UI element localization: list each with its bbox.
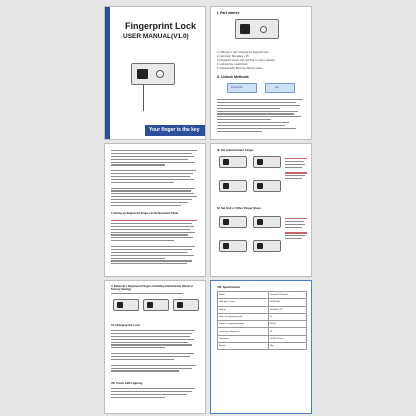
section-title-reset: V. Delete ALL Registered Fingers Including Administrator (Reset to Factory Setting) bbox=[111, 285, 194, 291]
section-title-other-finger: IV. Set End or Other Finger Steps bbox=[217, 206, 261, 210]
part-label-3: 3. Fingerprint sensor: Put your finger in here to identify. bbox=[217, 59, 276, 62]
reset-step-3-device bbox=[173, 299, 199, 311]
fingerprint-sensor-icon bbox=[137, 69, 148, 79]
user-step-1-device bbox=[219, 216, 247, 228]
user-step-2-device bbox=[253, 216, 281, 228]
manual-page-reset bbox=[104, 280, 206, 414]
locking-hole-icon bbox=[156, 70, 164, 78]
section-title-part-names: I. Part names bbox=[217, 11, 240, 15]
manual-page-spec bbox=[210, 280, 312, 414]
manual-page-cover bbox=[104, 6, 206, 140]
part-label-5: 5. Indicated light: Show the different status. bbox=[217, 67, 263, 70]
table-row: USB type-C input 5V/500mA bbox=[218, 299, 307, 306]
admin-step-3-device bbox=[219, 180, 247, 192]
table-row: State of unregistering finger 6s/10s bbox=[218, 321, 307, 328]
reset-step-2-device bbox=[143, 299, 169, 311]
manual-page-admin bbox=[210, 143, 312, 277]
fingerprint-sensor-icon bbox=[240, 24, 250, 34]
section-title-charging: VI. Charging the Lock bbox=[111, 323, 140, 327]
table-row: Capacity of fingerprint 20 bbox=[218, 328, 307, 335]
part-label-4: 4. Locking hole: Lock/Unlock bbox=[217, 63, 248, 66]
cover-banner-text: Your finger is the key bbox=[149, 127, 200, 133]
user-step-4-device bbox=[253, 240, 281, 252]
manual-page-parts bbox=[210, 6, 312, 140]
reset-step-1-device bbox=[113, 299, 139, 311]
user-step-notes bbox=[285, 218, 309, 241]
unlock-method-key-label: Key bbox=[275, 86, 280, 89]
unlock-method-fingerprint-label: Fingerprint bbox=[231, 86, 243, 89]
lock-illustration bbox=[131, 63, 175, 85]
section-title-spec: VIII. Specification bbox=[217, 285, 241, 289]
section-title-unlock-methods: II. Unlock Methods bbox=[217, 75, 249, 79]
subsection-title: 1 Setting up Registered Fingers in the Biometric Panel bbox=[111, 212, 179, 215]
table-row: Model Lumalock77 Biolock bbox=[218, 292, 307, 299]
lock-shackle bbox=[143, 85, 144, 111]
unlock-method-key bbox=[265, 83, 295, 93]
table-row: Dimension 52*30*18.5mm bbox=[218, 335, 307, 342]
admin-step-2-device bbox=[253, 156, 281, 168]
table-row: Battery 300mAh 3.7V bbox=[218, 306, 307, 313]
body-text bbox=[111, 388, 201, 400]
locking-hole-icon bbox=[260, 26, 267, 33]
manual-page-text bbox=[104, 143, 206, 277]
admin-step-4-device bbox=[253, 180, 281, 192]
admin-step-notes bbox=[285, 158, 309, 181]
body-text bbox=[111, 150, 201, 208]
section-title-touch-led: VII. Touch LED Lighting bbox=[111, 381, 143, 385]
body-text bbox=[111, 330, 201, 373]
body-text bbox=[111, 293, 201, 296]
body-text bbox=[111, 220, 201, 266]
table-row: Weight 90g bbox=[218, 343, 307, 350]
body-text bbox=[217, 99, 307, 134]
user-step-3-device bbox=[219, 240, 247, 252]
admin-step-1-device bbox=[219, 156, 247, 168]
cover-stripe bbox=[105, 7, 110, 139]
cover-subtitle: USER MANUAL(V1.0) bbox=[123, 33, 189, 40]
part-label-1: 1. USB type-C port: Charging the fingerprint lock. bbox=[217, 51, 269, 54]
table-row: Status of registering card 2s bbox=[218, 313, 307, 320]
cover-title: Fingerprint Lock bbox=[125, 21, 197, 31]
parts-illustration bbox=[235, 19, 279, 39]
part-label-2: 2. Lock body: Box safety + PC bbox=[217, 55, 250, 58]
section-title-admin: III. Set Administrator Finger bbox=[217, 148, 254, 152]
spec-table bbox=[217, 291, 307, 350]
